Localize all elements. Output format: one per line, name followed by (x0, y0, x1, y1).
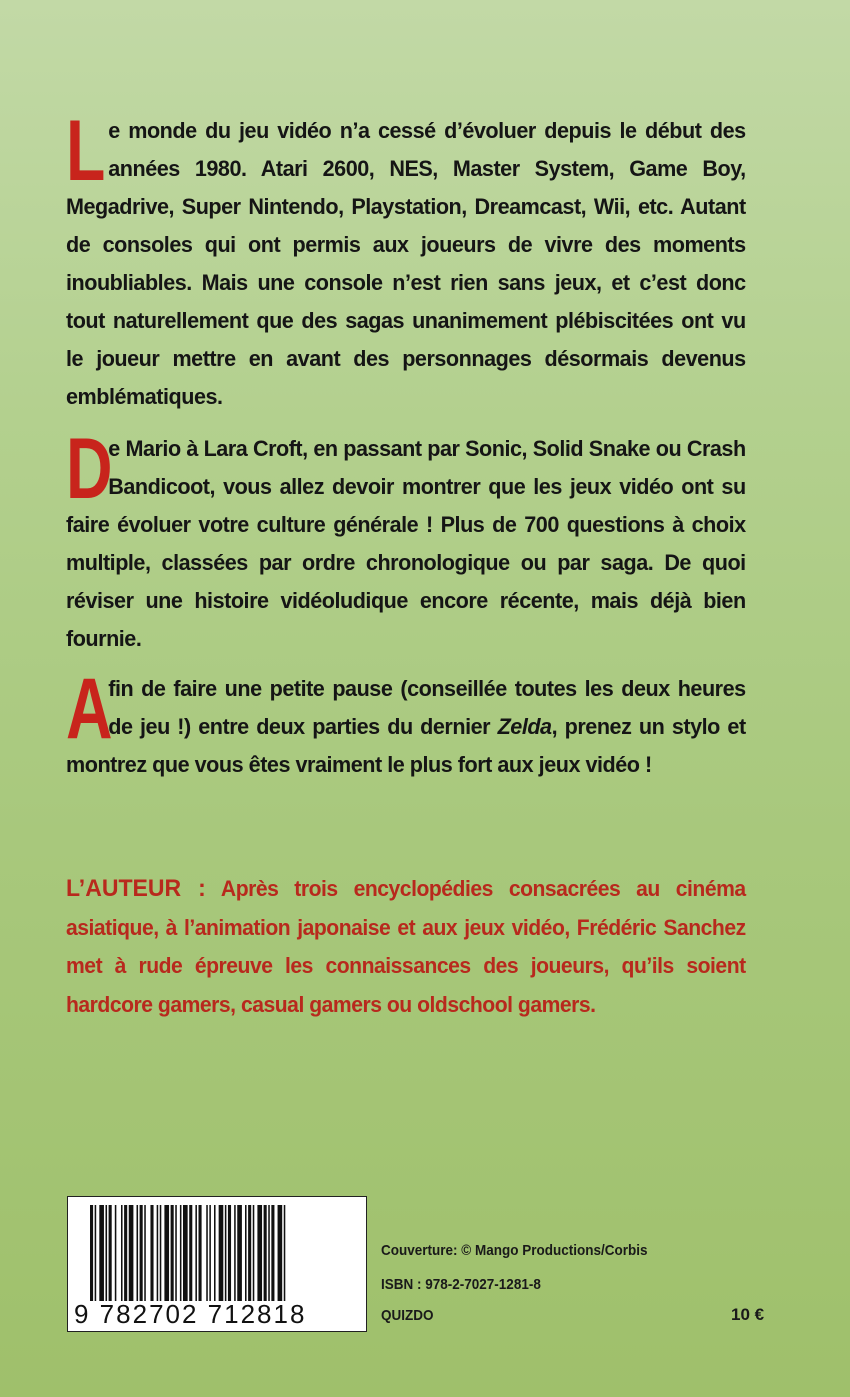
barcode-bar (284, 1205, 286, 1301)
pause-text-end: , prenez un stylo et montrez que vous êtes vraiment le plus fort aux jeux vidéo ! (66, 714, 746, 777)
author-text: Après trois encyclopédies consacrées au cinéma asiatique, à l’animation japonaise et aux jeux vidéo, Frédéric Sanchez met à rude épreuve les connaissances des joueurs, qu’ils soient hardcore gamers, casual gamers ou oldschool gamers. (66, 876, 746, 1017)
barcode-bar (214, 1205, 216, 1301)
barcode-bar (90, 1205, 93, 1301)
barcode-bar (115, 1205, 117, 1301)
drop-cap-d: D (66, 421, 113, 517)
barcode-bar (237, 1205, 242, 1301)
barcode-bar (140, 1205, 143, 1301)
pause-text-start: fin de faire une petite pause (conseillée toutes les deux heures de jeu !) entre deux parties du dernier (108, 676, 746, 739)
barcode-bar (234, 1205, 236, 1301)
barcode-bar (180, 1205, 182, 1301)
pause-paragraph (66, 661, 746, 784)
series-name: QUIZDO (381, 1307, 434, 1324)
barcode-bar (164, 1205, 169, 1301)
barcode-bar (189, 1205, 192, 1301)
barcode-bar (245, 1205, 247, 1301)
drop-cap-a: A (66, 661, 113, 757)
barcode-bar (219, 1205, 224, 1301)
barcode-bar (183, 1205, 188, 1301)
barcode-bar (206, 1205, 208, 1301)
barcode-bars (88, 1205, 350, 1301)
barcode-bar (175, 1205, 177, 1301)
barcode-bar (95, 1205, 97, 1301)
cover-credit: Couverture: © Mango Productions/Corbis (381, 1242, 648, 1259)
barcode-bar (253, 1205, 255, 1301)
author-bio (66, 870, 746, 1024)
barcode-bar (278, 1205, 283, 1301)
barcode-bar (209, 1205, 211, 1301)
barcode-bar (121, 1205, 123, 1301)
barcode-bar (195, 1205, 197, 1301)
author-label: L’AUTEUR : (66, 875, 206, 902)
barcode-bar (271, 1205, 274, 1301)
barcode-bar (99, 1205, 104, 1301)
barcode-bar (137, 1205, 139, 1301)
barcode-bar (264, 1205, 267, 1301)
game-title-zelda: Zelda (497, 714, 552, 739)
barcode-bar (248, 1205, 251, 1301)
barcode-bar (106, 1205, 108, 1301)
barcode-bar (144, 1205, 146, 1301)
barcode-bar (160, 1205, 162, 1301)
characters-paragraph (66, 421, 746, 658)
barcode-bar (268, 1205, 270, 1301)
intro-paragraph (66, 103, 746, 416)
barcode (67, 1196, 367, 1332)
price: 10 € (731, 1305, 765, 1324)
barcode-bar (150, 1205, 153, 1301)
barcode-bar (228, 1205, 231, 1301)
intro-text: e monde du jeu vidéo n’a cessé d’évoluer depuis le début des années 1980. Atari 2600, NES, Master System, Game Boy, Megadrive, Super Nintendo, Playstation, Dreamcast, Wii, etc. Autant de consoles qui ont permis aux joueurs de vivre des moments inoubliables. Mais une console n’est rien sans jeux, et c’est donc tout naturellement que des sagas unanimement plébiscitées ont vu le joueur mettre en avant des personnages désormais devenus emblématiques. (66, 118, 746, 409)
drop-cap-l: L (66, 103, 105, 199)
isbn: ISBN : 978-2-7027-1281-8 (381, 1276, 541, 1293)
barcode-bar (109, 1205, 112, 1301)
barcode-bar (157, 1205, 159, 1301)
barcode-bar (199, 1205, 202, 1301)
barcode-bar (129, 1205, 134, 1301)
characters-text: e Mario à Lara Croft, en passant par Sonic, Solid Snake ou Crash Bandicoot, vous allez devoir montrer que les jeux vidéo ont su faire évoluer votre culture générale ! Plus de 700 questions à choix multiple, classées par ordre chronologique ou par saga. De quoi réviser une histoire vidéoludique encore récente, mais déjà bien fournie. (66, 436, 746, 651)
barcode-bar (124, 1205, 127, 1301)
barcode-bar (257, 1205, 262, 1301)
barcode-bar (225, 1205, 227, 1301)
barcode-number: 9 782702 712818 (74, 1299, 307, 1329)
barcode-bar (171, 1205, 174, 1301)
